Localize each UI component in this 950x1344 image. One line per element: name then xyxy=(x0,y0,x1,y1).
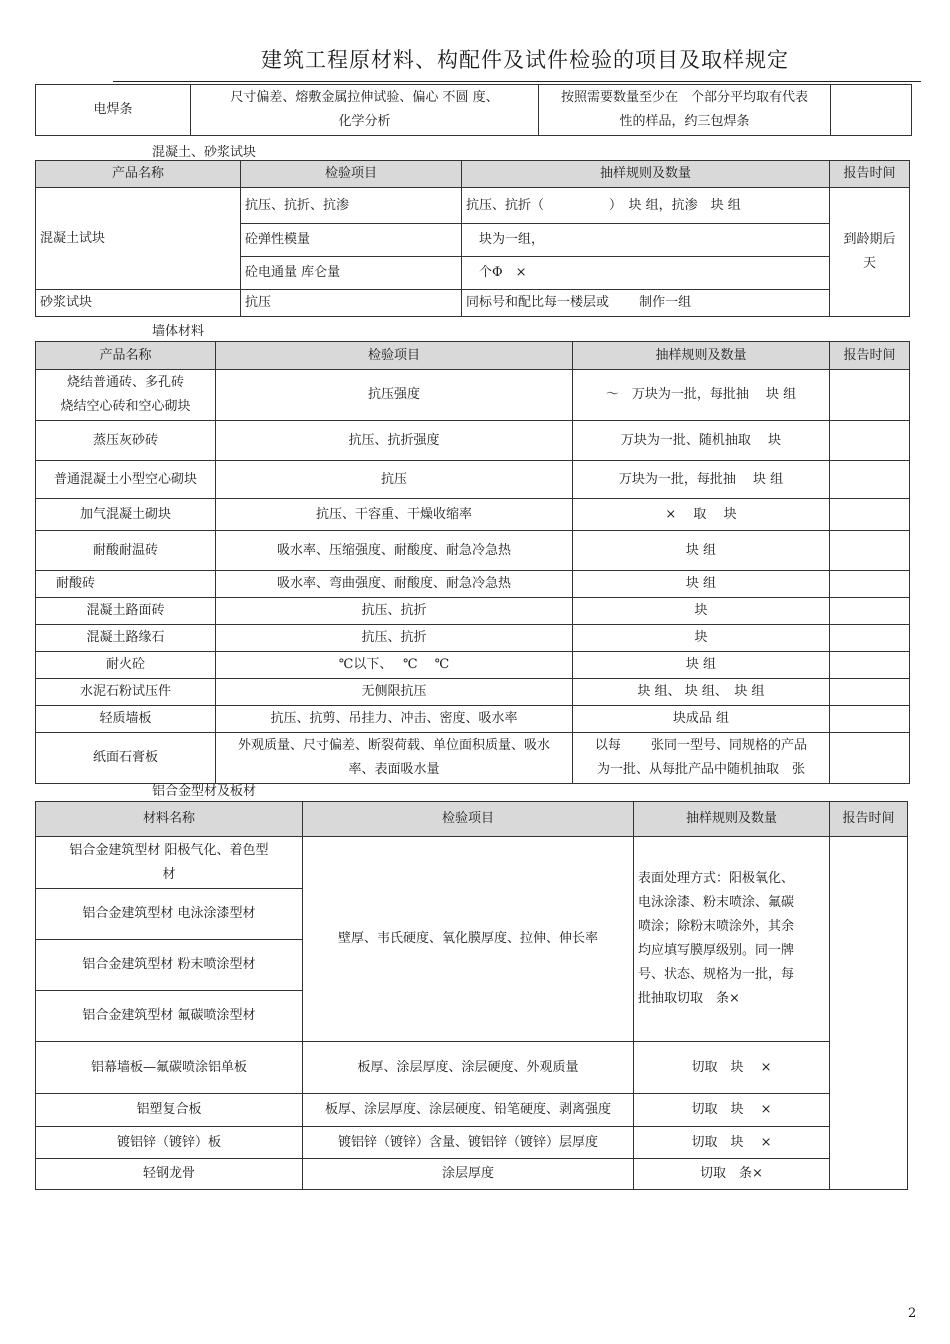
sampling-rule: 块 xyxy=(573,625,830,652)
product-name: 混凝土路面砖 xyxy=(36,598,216,625)
product-name: 蒸压灰砂砖 xyxy=(36,421,216,461)
table-row xyxy=(36,1159,908,1190)
test-item: 抗压 xyxy=(241,290,462,317)
title-rule xyxy=(113,81,921,82)
table-row xyxy=(36,461,910,499)
report-time xyxy=(830,571,910,598)
test-items: 尺寸偏差、熔敷金属拉伸试验、偏心 不圆 度、 化学分析 xyxy=(191,85,539,136)
sampling-rule: 块 xyxy=(573,598,830,625)
report-time xyxy=(830,679,910,706)
product-name: 水泥石粉试压件 xyxy=(36,679,216,706)
product-name: 电焊条 xyxy=(36,85,191,136)
material-name: 铝幕墙板—氟碳喷涂铝单板 xyxy=(36,1042,303,1094)
test-item: 抗压、抗剪、吊挂力、冲击、密度、吸水率 xyxy=(216,706,573,733)
table-row xyxy=(36,652,910,679)
table-row xyxy=(36,421,910,461)
page-number: 2 xyxy=(908,1306,917,1321)
sampling-rule: 块成品 组 xyxy=(573,706,830,733)
table-row xyxy=(36,733,910,784)
report-time xyxy=(830,598,910,625)
table-row xyxy=(36,499,910,531)
sampling-rule: 切取 块 × xyxy=(634,1094,830,1127)
test-item: 无侧限抗压 xyxy=(216,679,573,706)
sampling-rule: 块为一组， xyxy=(462,224,830,257)
aluminum-table xyxy=(35,801,908,1190)
sampling-rule: 万块为一批，每批抽 块 组 xyxy=(573,461,830,499)
test-item: 外观质量、尺寸偏差、断裂荷载、单位面积质量、吸水 率、表面吸水量 xyxy=(216,733,573,784)
test-item: 抗压、抗折强度 xyxy=(216,421,573,461)
report-time xyxy=(831,85,912,136)
material-name: 轻钢龙骨 xyxy=(36,1159,303,1190)
test-item: 板厚、涂层厚度、涂层硬度、外观质量 xyxy=(303,1042,634,1094)
test-item: 砼弹性模量 xyxy=(241,224,462,257)
section-caption-concrete: 混凝土、砂浆试块 xyxy=(152,145,257,160)
sampling-rule: 以每 张同一型号、同规格的产品 为一批、从每批产品中随机抽取 张 xyxy=(573,733,830,784)
table-row xyxy=(36,290,910,317)
product-name: 耐火砼 xyxy=(36,652,216,679)
sampling-rule: × 取 块 xyxy=(573,499,830,531)
header-row xyxy=(36,342,910,370)
report-time xyxy=(830,531,910,571)
sampling-rule: 万块为一批、随机抽取 块 xyxy=(573,421,830,461)
header-row xyxy=(36,161,910,188)
sampling-rule: 块 组 xyxy=(573,652,830,679)
report-time xyxy=(830,652,910,679)
test-item: 吸水率、压缩强度、耐酸度、耐急冷急热 xyxy=(216,531,573,571)
section-caption-wall: 墙体材料 xyxy=(152,324,205,339)
column-header: 抽样规则及数量 xyxy=(573,342,830,370)
table-row xyxy=(36,679,910,706)
sampling-rule: 表面处理方式：阳极氧化、 电泳涂漆、粉末喷涂、氟碳 喷涂；除粉末喷涂外，其余 均应填写膜厚级别。同一牌 号、状态、规格为一批，每 批抽取切取 条× xyxy=(634,837,830,1042)
report-time xyxy=(830,421,910,461)
table-row xyxy=(36,188,910,224)
table-row xyxy=(36,1094,908,1127)
test-item: 抗压、干容重、干燥收缩率 xyxy=(216,499,573,531)
table-row xyxy=(36,1127,908,1159)
column-header: 检验项目 xyxy=(241,161,462,188)
sampling-rule: 块 组、 块 组、 块 组 xyxy=(573,679,830,706)
sampling-rule: 抗压、抗折（ ） 块 组，抗渗 块 组 xyxy=(462,188,830,224)
table-row xyxy=(36,598,910,625)
column-header: 抽样规则及数量 xyxy=(462,161,830,188)
test-item: 涂层厚度 xyxy=(303,1159,634,1190)
report-time xyxy=(830,733,910,784)
column-header: 产品名称 xyxy=(36,161,241,188)
sampling-rule: 切取 块 × xyxy=(634,1127,830,1159)
table-row xyxy=(36,1042,908,1094)
sampling-rule: 块 组 xyxy=(573,531,830,571)
test-item: 板厚、涂层厚度、涂层硬度、铅笔硬度、剥离强度 xyxy=(303,1094,634,1127)
table-row xyxy=(36,571,910,598)
sampling-rule: 同标号和配比每一楼层或 制作一组 xyxy=(462,290,830,317)
column-header: 报告时间 xyxy=(830,342,910,370)
product-name: 耐酸砖 xyxy=(36,571,216,598)
sampling-rule: 个Φ × xyxy=(462,257,830,290)
test-item: 抗压、抗折、抗渗 xyxy=(241,188,462,224)
product-name: 砂浆试块 xyxy=(36,290,241,317)
column-header: 检验项目 xyxy=(303,802,634,837)
table-row xyxy=(36,370,910,421)
page-title: 建筑工程原材料、构配件及试件检验的项目及取样规定 xyxy=(261,48,789,72)
test-item: 抗压强度 xyxy=(216,370,573,421)
product-name: 混凝土路缘石 xyxy=(36,625,216,652)
table-row xyxy=(36,625,910,652)
product-name: 轻质墙板 xyxy=(36,706,216,733)
column-header: 材料名称 xyxy=(36,802,303,837)
product-name: 纸面石膏板 xyxy=(36,733,216,784)
material-name: 铝合金建筑型材 电泳涂漆型材 xyxy=(36,889,303,940)
section-caption-aluminum: 铝合金型材及板材 xyxy=(152,784,257,799)
test-item: 抗压、抗折 xyxy=(216,598,573,625)
report-time xyxy=(830,625,910,652)
sampling-rule: 切取 块 × xyxy=(634,1042,830,1094)
material-name: 铝合金建筑型材 粉末喷涂型材 xyxy=(36,940,303,991)
test-item: 吸水率、弯曲强度、耐酸度、耐急冷急热 xyxy=(216,571,573,598)
welding-rod-table xyxy=(35,84,912,136)
product-name: 耐酸耐温砖 xyxy=(36,531,216,571)
table-row xyxy=(36,706,910,733)
concrete-table xyxy=(35,160,910,317)
product-name: 加气混凝土砌块 xyxy=(36,499,216,531)
product-name: 普通混凝土小型空心砌块 xyxy=(36,461,216,499)
test-item: 镀铝锌（镀锌）含量、镀铝锌（镀锌）层厚度 xyxy=(303,1127,634,1159)
test-item: 砼电通量 库仑量 xyxy=(241,257,462,290)
test-item: ℃以下、 ℃ ℃ xyxy=(216,652,573,679)
wall-materials-table xyxy=(35,341,910,784)
test-item: 壁厚、韦氏硬度、氧化膜厚度、拉伸、伸长率 xyxy=(303,837,634,1042)
test-item: 抗压 xyxy=(216,461,573,499)
sampling-rule: ～ 万块为一批，每批抽 块 组 xyxy=(573,370,830,421)
product-name: 混凝土试块 xyxy=(36,188,241,290)
material-name: 镀铝锌（镀锌）板 xyxy=(36,1127,303,1159)
material-name: 铝塑复合板 xyxy=(36,1094,303,1127)
report-time xyxy=(830,837,908,1190)
sampling-rule: 切取 条× xyxy=(634,1159,830,1190)
material-name: 铝合金建筑型材 阳极气化、着色型 材 xyxy=(36,837,303,889)
report-time xyxy=(830,370,910,421)
table-row xyxy=(36,837,908,889)
product-name: 烧结普通砖、多孔砖 烧结空心砖和空心砌块 xyxy=(36,370,216,421)
column-header: 报告时间 xyxy=(830,161,910,188)
header-row xyxy=(36,802,908,837)
column-header: 报告时间 xyxy=(830,802,908,837)
table-row xyxy=(36,531,910,571)
report-time xyxy=(830,706,910,733)
column-header: 检验项目 xyxy=(216,342,573,370)
report-time: 到龄期后 天 xyxy=(830,188,910,317)
column-header: 抽样规则及数量 xyxy=(634,802,830,837)
sampling-rule: 块 组 xyxy=(573,571,830,598)
test-item: 抗压、抗折 xyxy=(216,625,573,652)
report-time xyxy=(830,499,910,531)
sampling-rule: 按照需要数量至少在 个部分平均取有代表 性的样品，约三包焊条 xyxy=(539,85,831,136)
table-row xyxy=(36,85,912,136)
report-time xyxy=(830,461,910,499)
material-name: 铝合金建筑型材 氟碳喷涂型材 xyxy=(36,991,303,1042)
column-header: 产品名称 xyxy=(36,342,216,370)
